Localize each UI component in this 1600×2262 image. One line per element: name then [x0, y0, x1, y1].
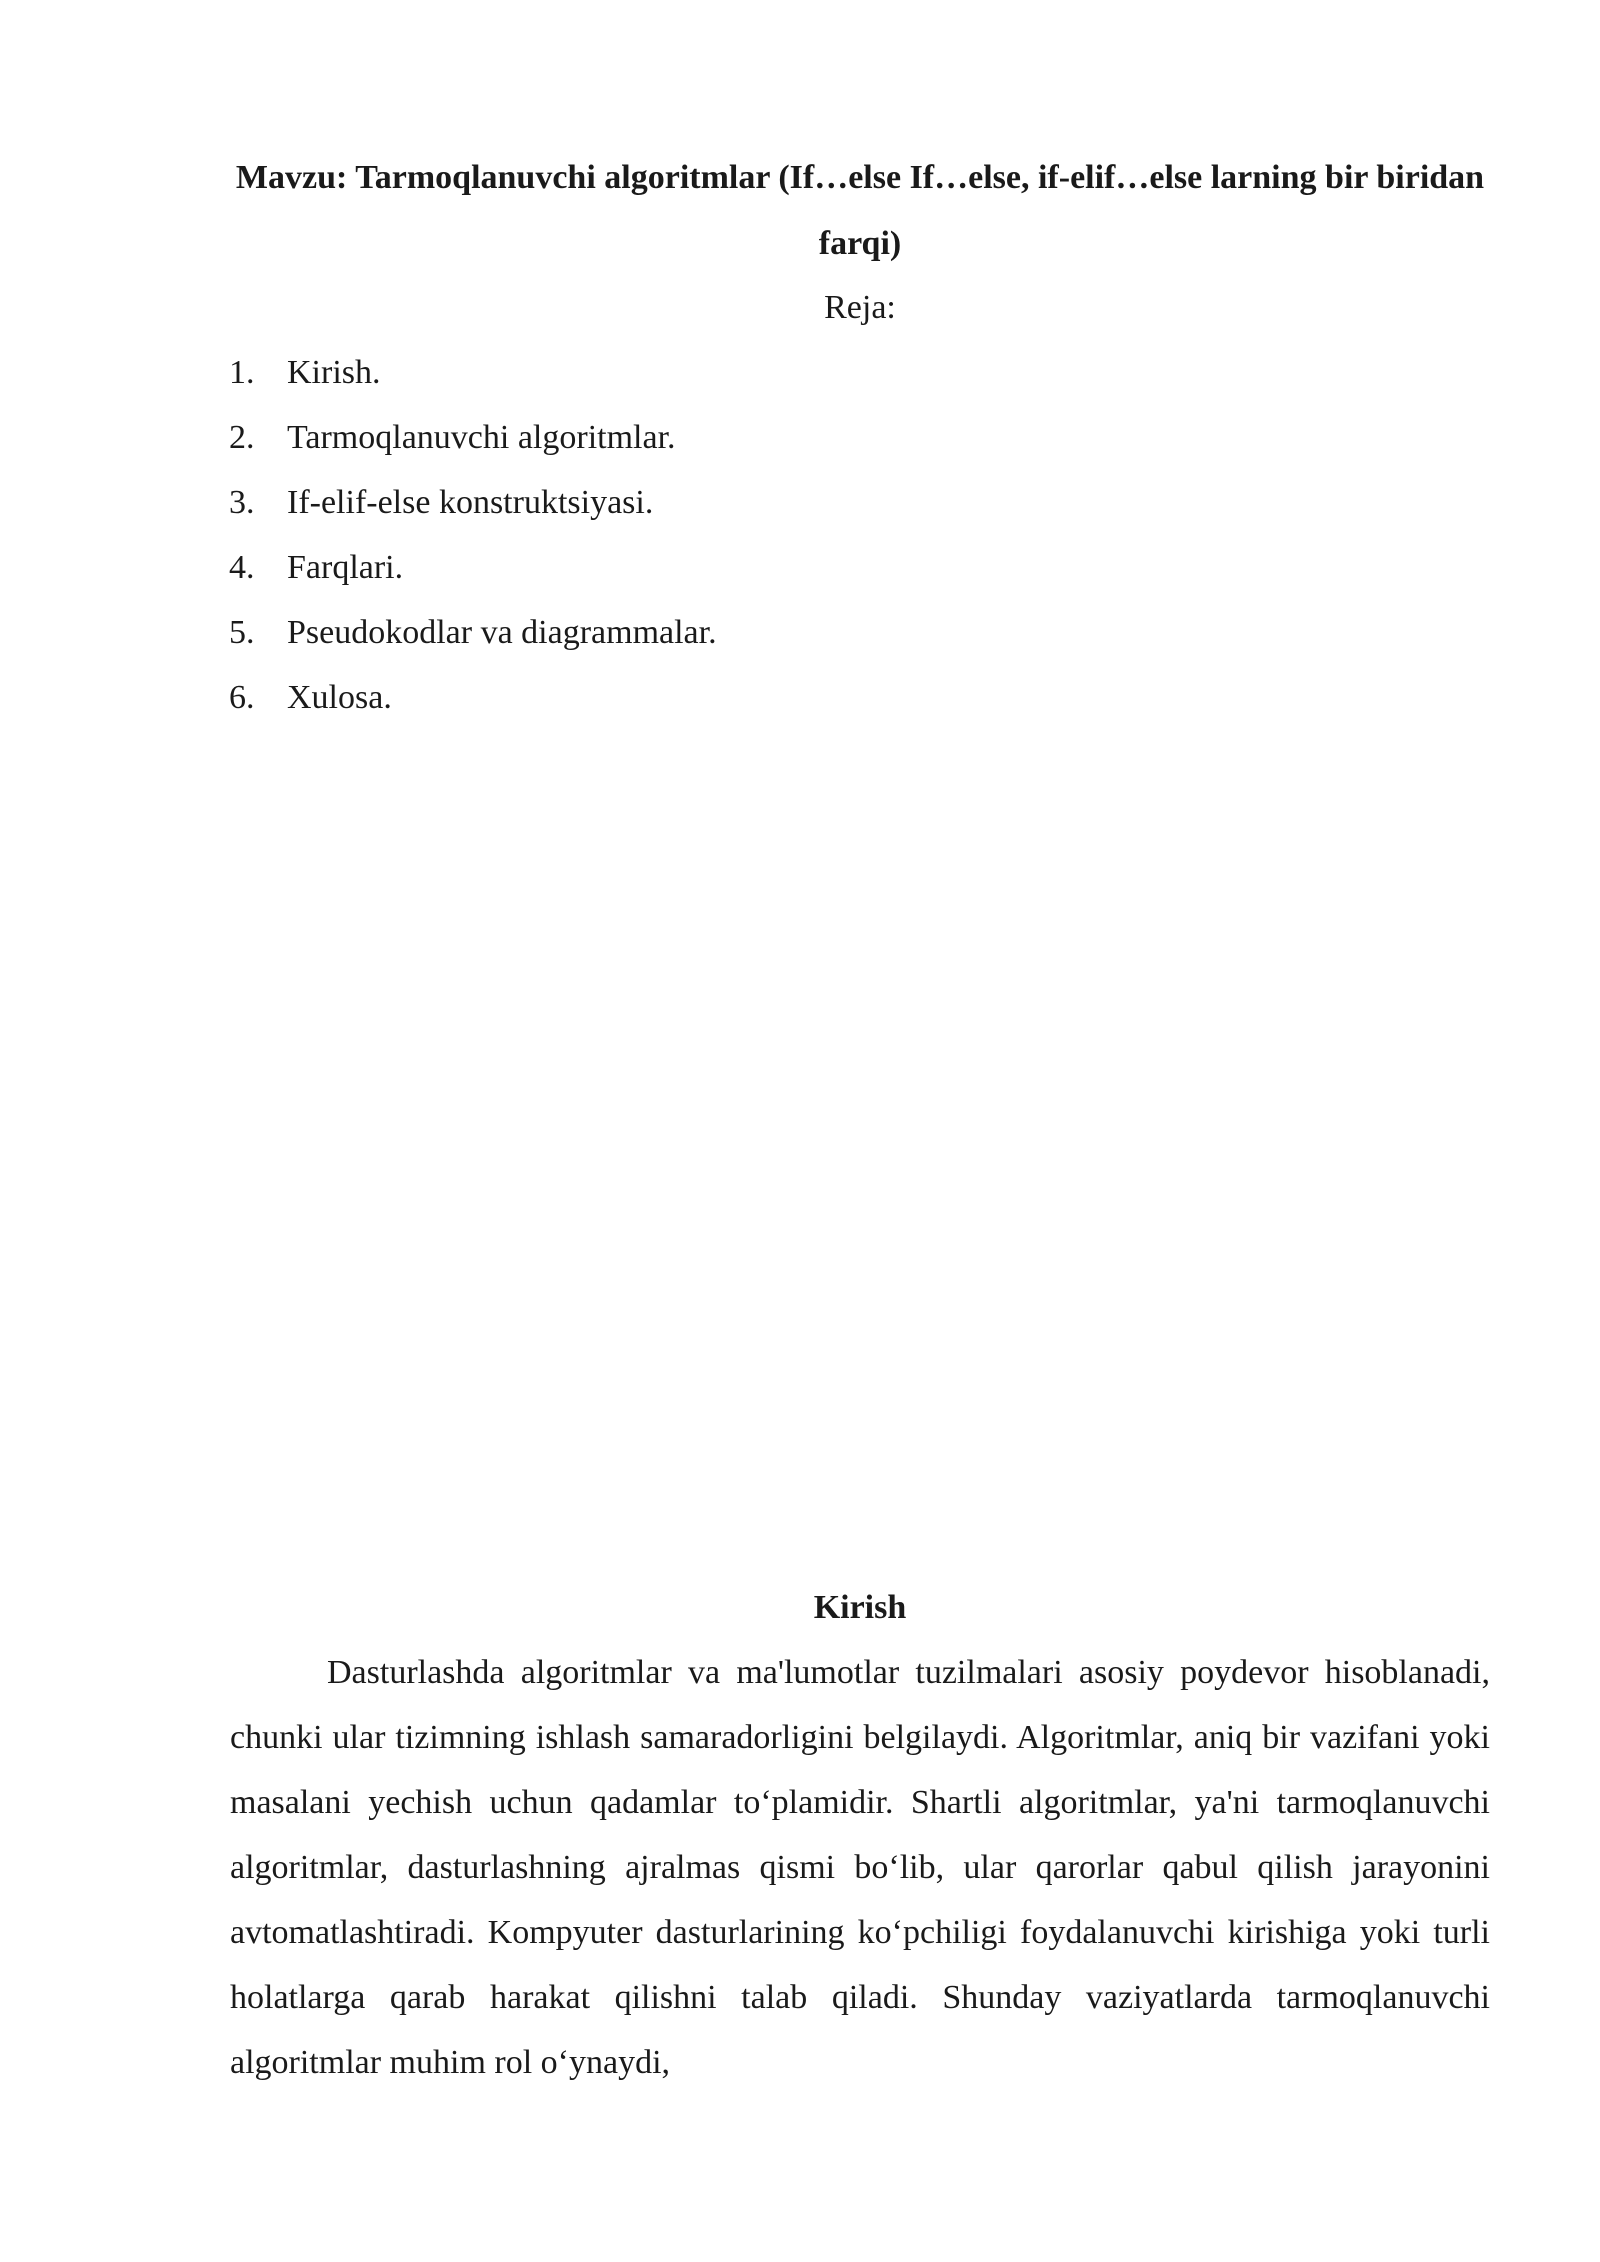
- introduction-paragraph: Dasturlashda algoritmlar va ma'lumotlar tuzilmalari asosiy poydevor hisoblanadi, chunki ular tizimning ishlash samaradorligini belgilaydi. Algoritmlar, aniq bir vazifani yoki masalani yechish uchun qadamlar to‘plamidir. Shartli algoritmlar, ya'ni tarmoqlanuvchi algoritmlar, dasturlashning ajralmas qismi bo‘lib, ular qarorlar qabul qilish jarayonini avtomatlashtiradi. Kompyuter dasturlarining ko‘pchiligi foydalanuvchi kirishiga yoki turli holatlarga qarab harakat qilishni talab qiladi. Shunday vaziyatlarda tarmoqlanuvchi algoritmlar muhim rol o‘ynaydi,: [230, 1654, 1490, 2081]
- plan-item-number: 2.: [229, 419, 255, 456]
- document-title: Mavzu: Tarmoqlanuvchi algoritmlar (If…else If…else, if-elif…else larning bir biridan farqi): [235, 159, 1485, 262]
- plan-heading: Reja:: [824, 289, 896, 326]
- plan-item-text: Xulosa.: [287, 679, 392, 716]
- plan-item-number: 3.: [229, 484, 255, 521]
- plan-item-text: If-elif-else konstruktsiyasi.: [287, 484, 654, 521]
- plan-list: [229, 340, 717, 730]
- plan-item-number: 5.: [229, 614, 255, 651]
- plan-item: [229, 600, 717, 665]
- plan-item-number: 6.: [229, 679, 255, 716]
- plan-item: [229, 470, 717, 535]
- plan-item-text: Kirish.: [287, 354, 381, 391]
- plan-item-text: Tarmoqlanuvchi algoritmlar.: [287, 419, 676, 456]
- plan-item: [229, 535, 717, 600]
- plan-item-text: Pseudokodlar va diagrammalar.: [287, 614, 717, 651]
- plan-item: [229, 405, 717, 470]
- plan-item-number: 4.: [229, 549, 255, 586]
- plan-item: [229, 340, 717, 405]
- plan-item-text: Farqlari.: [287, 549, 404, 586]
- plan-item: [229, 665, 717, 730]
- introduction-heading: Kirish: [813, 1589, 907, 1626]
- plan-item-number: 1.: [229, 354, 255, 391]
